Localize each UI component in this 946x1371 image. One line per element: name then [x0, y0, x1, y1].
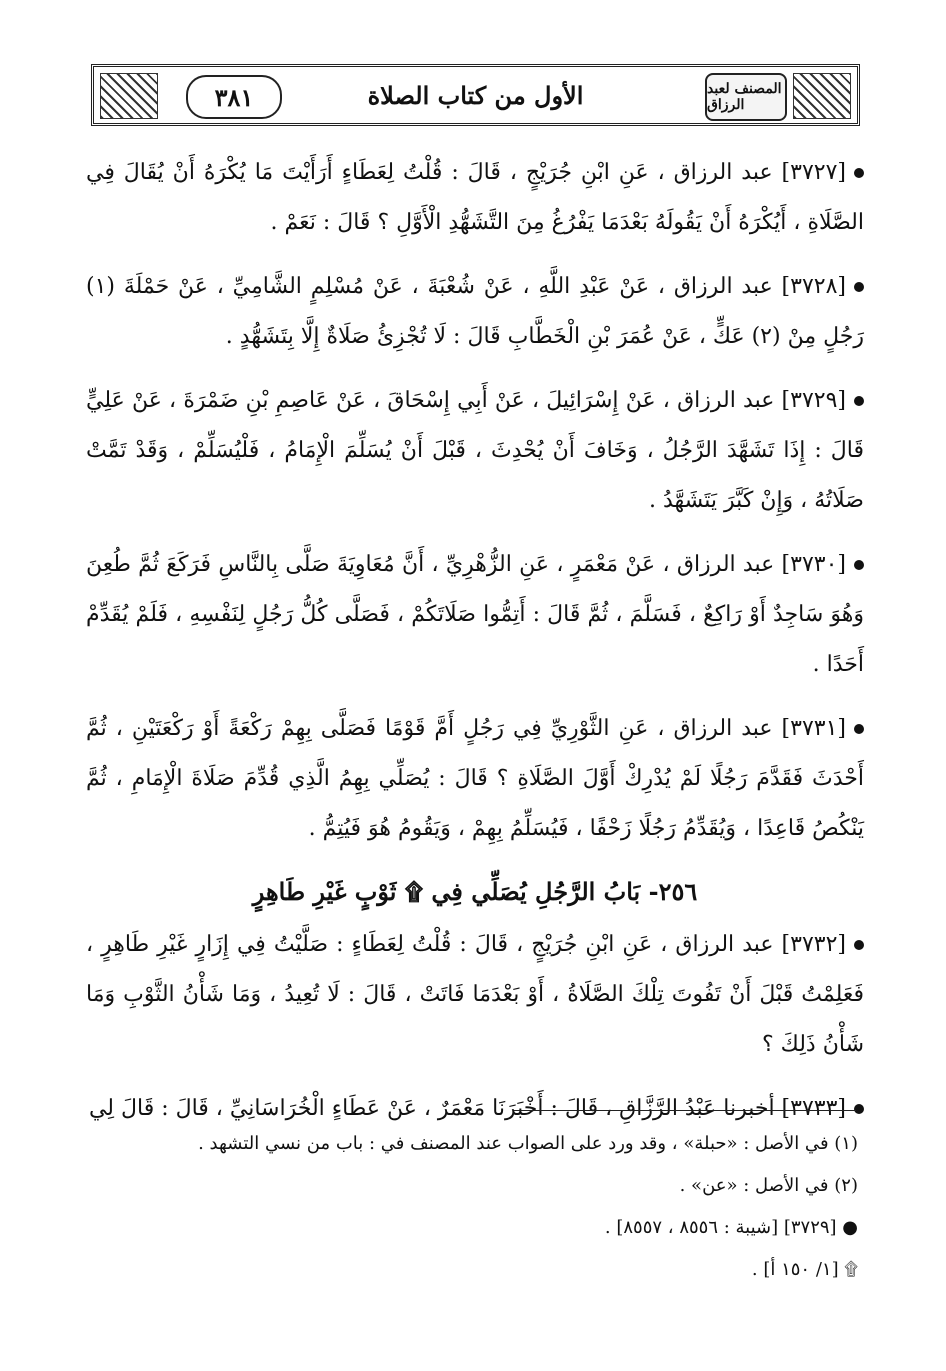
footnote-reference: ● [٣٧٢٩] [شيبة : ٨٥٥٦ ، ٨٥٥٧] . [604, 1217, 858, 1238]
bullet-icon [854, 396, 864, 406]
hadith-text: [٣٧٣٢] عبد الرزاق ، عَنِ ابْنِ جُرَيْجٍ ، قَالَ : قُلْتُ لِعَطَاءٍ : صَلَّيْتُ فِي إِزَارٍ غَيْرِ طَاهِرٍ ، فَعَلِمْتُ قَبْلَ أَنْ تَفُوتَ تِلْكَ الصَّلَاةُ ، أَوْ بَعْدَمَا فَاتَتْ ، قَالَ : لَا تُعِيدُ ، وَمَا شَأْنُ الثَّوْبِ وَمَا شَأْنُ ذَلِكَ ؟ [86, 932, 864, 1057]
ornament-right-icon [793, 73, 851, 119]
hadith-3728 [86, 262, 864, 362]
hadith-3729 [86, 376, 864, 526]
footnotes [86, 1126, 858, 1294]
hadith-text: [٣٧٢٩] عبد الرزاق ، عَنْ إِسْرَائِيلَ ، عَنْ أَبِي إِسْحَاقَ ، عَنْ عَاصِمِ بْنِ ضَمْرَةَ ، عَنْ عَلِيٍّ قَالَ : إِذَا تَشَهَّدَ الرَّجُلُ ، وَخَافَ أَنْ يُحْدِثَ ، قَبْلَ أَنْ يُسَلِّمَ الْإِمَامُ ، فَلْيُسَلِّمْ ، وَقَدْ تَمَّتْ صَلَاتُهُ ، وَإِنْ كَبَّرَ يَتَشَهَّدُ . [86, 388, 864, 513]
page-header [91, 64, 860, 126]
hadith-3732 [86, 920, 864, 1070]
chapter-heading: ٢٥٦- بَابُ الرَّجُلِ يُصَلِّي فِي ۩ ثَوْبٍ غَيْرِ طَاهِرٍ [252, 877, 698, 906]
running-title: الأول من كتاب الصلاة [367, 80, 584, 110]
page-number: ٣٨١ [186, 75, 282, 119]
footnote-1: (١) في الأصل : «حبلة» ، وقد ورد على الصواب عند المصنف في : باب من نسي التشهد . [198, 1133, 858, 1154]
book-logo: المصنف لعبد الرزاق [705, 73, 787, 121]
bullet-icon [854, 282, 864, 292]
ornament-left-icon [100, 73, 158, 119]
hadith-3730 [86, 540, 864, 690]
bullet-icon [854, 1104, 864, 1114]
main-text [86, 148, 864, 1148]
hadith-text: [٣٧٣١] عبد الرزاق ، عَنِ الثَّوْرِيِّ فِي رَجُلٍ أَمَّ قَوْمًا فَصَلَّى بِهِمْ رَكْعَةً أَوْ رَكْعَتَيْنِ ، ثُمَّ أَحْدَثَ فَقَدَّمَ رَجُلًا لَمْ يُدْرِكْ أَوَّلَ الصَّلَاةِ ؟ قَالَ : يُصَلِّي بِهِمُ الَّذِي قُدِّمَ صَلَاةَ الْإِمَامِ ، ثُمَّ يَنْكُصُ قَاعِدًا ، وَيُقَدِّمُ رَجُلًا زَحْفًا ، فَيُسَلِّمُ بِهِمْ ، وَيَقُومُ هُوَ فَيُتِمُّ . [86, 716, 864, 841]
hadith-3727 [86, 148, 864, 248]
bullet-icon [854, 724, 864, 734]
footnote-2: (٢) في الأصل : «عن» . [679, 1175, 858, 1196]
footnote-manuscript: ۩ [١/ ١٥٠ أ] . [751, 1259, 858, 1280]
bullet-icon [854, 940, 864, 950]
bullet-icon [854, 560, 864, 570]
hadith-text: [٣٧٣٣] أخبرنا عَبْدُ الرَّزَّاقِ ، قَالَ : أَخْبَرَنَا مَعْمَرٌ ، عَنْ عَطَاءٍ الْخُرَاسَانِيِّ ، قَالَ : قَالَ لِي [88, 1096, 846, 1121]
bullet-icon [854, 168, 864, 178]
hadith-text: [٣٧٣٠] عبد الرزاق ، عَنْ مَعْمَرٍ ، عَنِ الزُّهْرِيِّ ، أَنَّ مُعَاوِيَةَ صَلَّى بِالنَّاسِ فَرَكَعَ ثُمَّ طُعِنَ وَهُوَ سَاجِدٌ أَوْ رَاكِعٌ ، فَسَلَّمَ ، ثُمَّ قَالَ : أَتِمُّوا صَلَاتَكُمْ ، فَصَلَّى كُلُّ رَجُلٍ لِنَفْسِهِ ، فَلَمْ يُقَدِّمْ أَحَدًا . [86, 552, 864, 677]
hadith-text: [٣٧٢٧] عبد الرزاق ، عَنِ ابْنِ جُرَيْجٍ ، قَالَ : قُلْتُ لِعَطَاءٍ أَرَأَيْتَ مَا يُكْرَهُ أَنْ يُقَالَ فِي الصَّلَاةِ ، أَيُكْرَهُ أَنْ يَقُولَهُ بَعْدَمَا يَفْرُغُ مِنَ التَّشَهُّدِ الْأَوَّلِ ؟ قَالَ : نَعَمْ . [86, 160, 864, 235]
footnote-divider [514, 1110, 856, 1111]
hadith-3731 [86, 704, 864, 854]
hadith-text: [٣٧٢٨] عبد الرزاق ، عَنْ عَبْدِ اللَّهِ ، عَنْ شُعْبَةَ ، عَنْ مُسْلِمٍ الشَّامِيِّ ، عَنْ حَمْلَةَ (١) رَجُلٍ مِنْ (٢) عَكٍّ ، عَنْ عُمَرَ بْنِ الْخَطَّابِ قَالَ : لَا تُجْزِئُ صَلَاةٌ إِلَّا بِتَشَهُّدٍ . [86, 274, 864, 349]
